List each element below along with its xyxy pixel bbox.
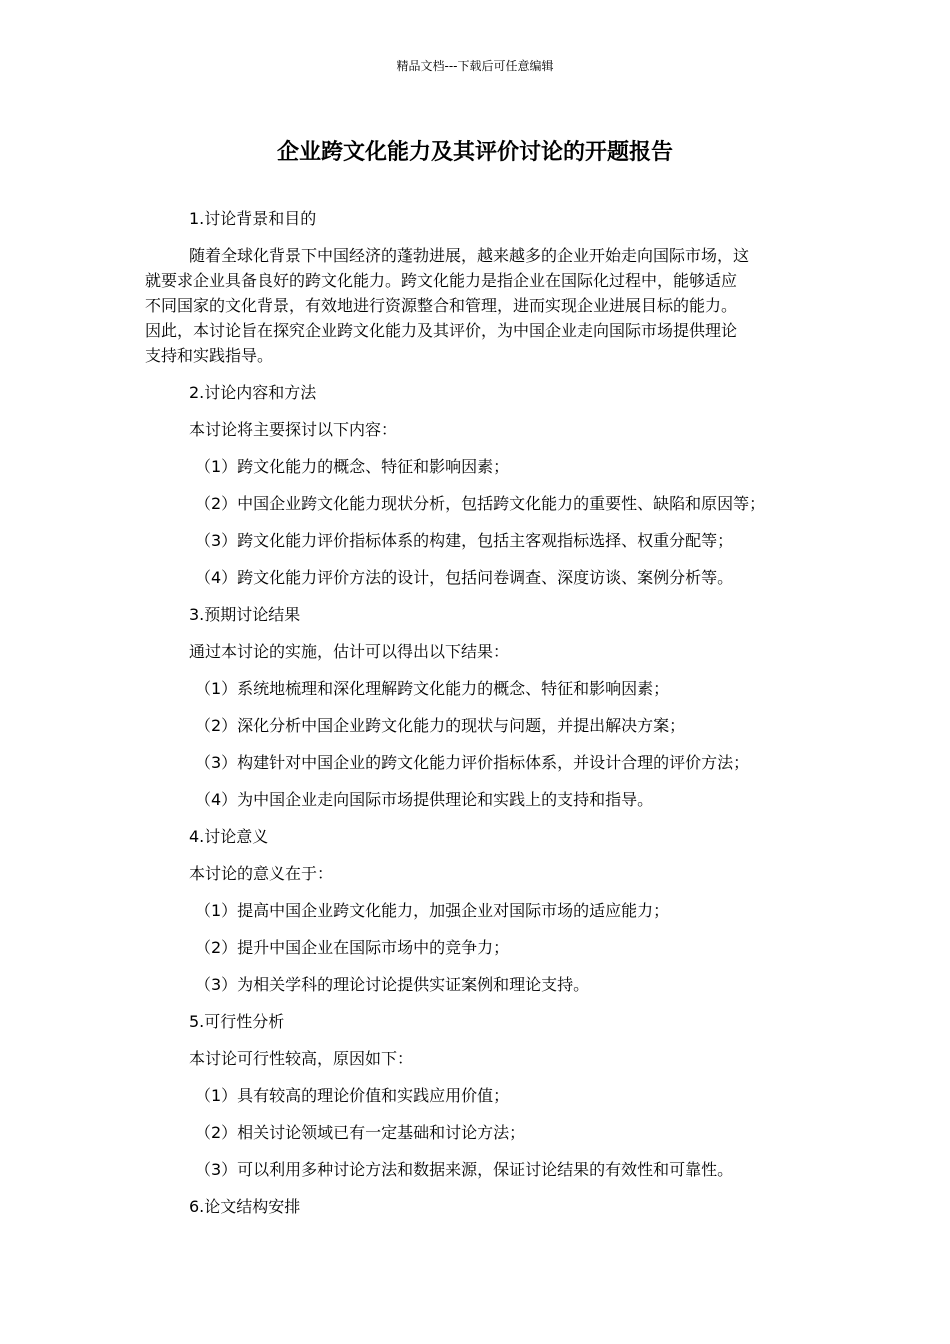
section-3-heading: 3.预期讨论结果 [189,605,301,624]
section-2-intro: 本讨论将主要探讨以下内容： [189,420,398,439]
section-3-intro: 通过本讨论的实施，估计可以得出以下结果： [189,642,510,661]
list-item: （1）跨文化能力的概念、特征和影响因素； [195,457,510,476]
section-4-heading: 4.讨论意义 [189,827,269,846]
list-item: （2）相关讨论领域已有一定基础和讨论方法； [195,1123,526,1142]
list-item: （4）跨文化能力评价方法的设计，包括问卷调查、深度访谈、案例分析等。 [195,568,734,587]
paragraph-line: 随着全球化背景下中国经济的蓬勃进展，越来越多的企业开始走向国际市场，这 [189,246,750,265]
list-item: （1）提高中国企业跨文化能力，加强企业对国际市场的适应能力； [195,901,670,920]
document-title: 企业跨文化能力及其评价讨论的开题报告 [276,140,673,165]
section-6-heading: 6.论文结构安排 [189,1197,301,1216]
section-4-intro: 本讨论的意义在于： [189,864,334,883]
list-item: （2）提升中国企业在国际市场中的竞争力； [195,938,510,957]
list-item: （2）深化分析中国企业跨文化能力的现状与问题，并提出解决方案； [195,716,686,735]
list-item: （3）可以利用多种讨论方法和数据来源，保证讨论结果的有效性和可靠性。 [195,1160,734,1179]
paragraph-line: 不同国家的文化背景，有效地进行资源整合和管理，进而实现企业进展目标的能力。 [145,296,738,315]
list-item: （2）中国企业跨文化能力现状分析，包括跨文化能力的重要性、缺陷和原因等； [195,494,766,513]
section-5-heading: 5.可行性分析 [189,1012,285,1031]
paragraph-line: 支持和实践指导。 [145,346,274,365]
list-item: （3）跨文化能力评价指标体系的构建，包括主客观指标选择、权重分配等； [195,531,734,550]
list-item: （1）具有较高的理论价值和实践应用价值； [195,1086,510,1105]
section-1-heading: 1.讨论背景和目的 [189,209,317,228]
section-2-heading: 2.讨论内容和方法 [189,383,317,402]
section-1-paragraph [145,243,810,368]
page-header-note: 精品文档---下载后可任意编辑 [396,59,554,73]
document-body [145,206,810,1231]
list-item: （3）构建针对中国企业的跨文化能力评价指标体系，并设计合理的评价方法； [195,753,750,772]
list-item: （4）为中国企业走向国际市场提供理论和实践上的支持和指导。 [195,790,654,809]
paragraph-line: 因此，本讨论旨在探究企业跨文化能力及其评价，为中国企业走向国际市场提供理论 [145,321,738,340]
list-item: （1）系统地梳理和深化理解跨文化能力的概念、特征和影响因素； [195,679,670,698]
paragraph-line: 就要求企业具备良好的跨文化能力。跨文化能力是指企业在国际化过程中，能够适应 [145,271,738,290]
section-5-intro: 本讨论可行性较高，原因如下： [189,1049,414,1068]
list-item: （3）为相关学科的理论讨论提供实证案例和理论支持。 [195,975,590,994]
